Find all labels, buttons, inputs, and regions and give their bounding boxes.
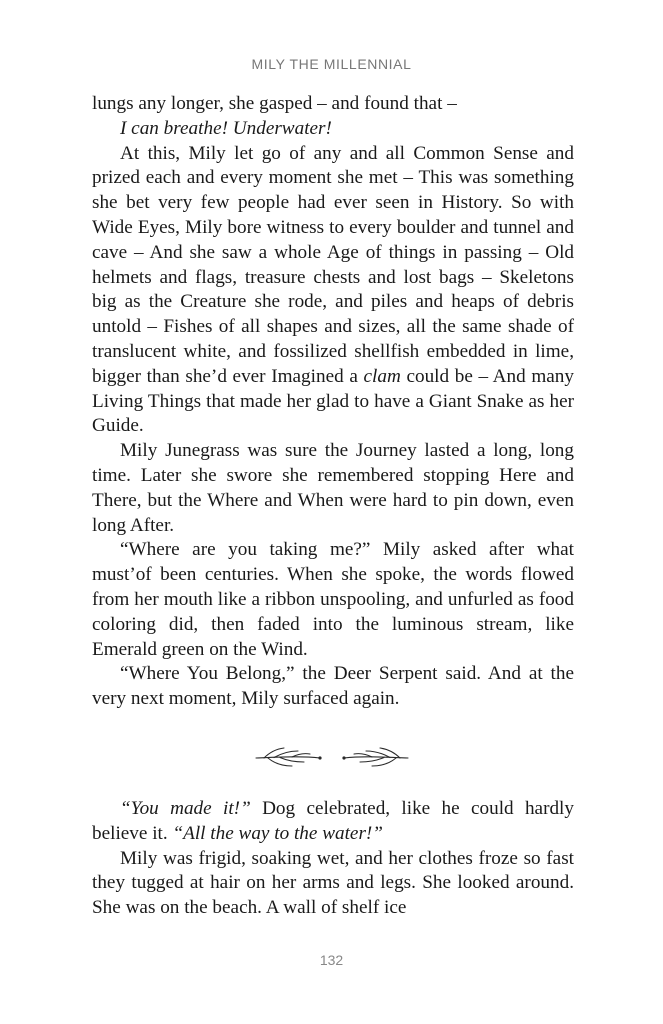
paragraph-3-text-end: could be – And many Living Things that made her glad to have a Giant Snake as her Guide. (92, 365, 574, 437)
italic-word-clam: clam (363, 365, 401, 387)
paragraph-3 (92, 142, 574, 440)
paragraph-5: “Where are you taking me?” Mily asked after what must’of been centuries. When she spoke, the words flowed from her mouth like a ribbon unspooling, and unfurled as food coloring did, then faded into the luminous stream, like Emerald green on the Wind. (92, 539, 574, 660)
paragraph-2 (92, 117, 574, 142)
paragraph-1: lungs any longer, she gasped – and found that – (92, 93, 457, 114)
paragraph-3-text: At this, Mily let go of any and all Common Sense and prized each and every moment she met – This was something she bet very few people had ever seen in History. So with Wide Eyes, Mily bore witness to every boulder and tunnel and cave – And she saw a whole Age of things in passing – Old helmets and flags, treasure chests and lost bags – Skeletons big as the Creature she rode, and piles and heaps of debris untold – Fishes of all shapes and sizes, all the same shade of translucent white, and fossilized shellfish embedded in lime, bigger than she’d ever Imagined a (92, 142, 574, 387)
branch-ornament-icon (252, 742, 412, 772)
paragraph-7 (92, 797, 574, 847)
body-text-top (92, 92, 574, 712)
paragraph-8: Mily was frigid, soaking wet, and her clothes froze so fast they tugged at hair on her arms and legs. She looked around. She was on the beach. A wall of shelf ice (92, 847, 574, 919)
italic-dialogue-2: “All the way to the water!” (172, 822, 383, 844)
section-break-ornament (0, 742, 663, 772)
italic-dialogue-1: “You made it!” (120, 798, 251, 819)
running-head: MILY THE MILLENNIAL (251, 56, 412, 72)
paragraph-6: “Where You Belong,” the Deer Serpent said. And at the very next moment, Mily surfaced again. (92, 663, 574, 710)
paragraph-4: Mily Junegrass was sure the Journey lasted a long, long time. Later she swore she remembered stopping Here and There, but the Where and When were hard to pin down, even long After. (92, 440, 574, 536)
page-number: 132 (319, 952, 344, 968)
paragraph-7-text: Dog celebrated, like he could hardly believe it. (92, 798, 574, 844)
italic-exclamation: I can breathe! Underwater! (120, 117, 332, 139)
body-text-bottom (92, 797, 574, 921)
